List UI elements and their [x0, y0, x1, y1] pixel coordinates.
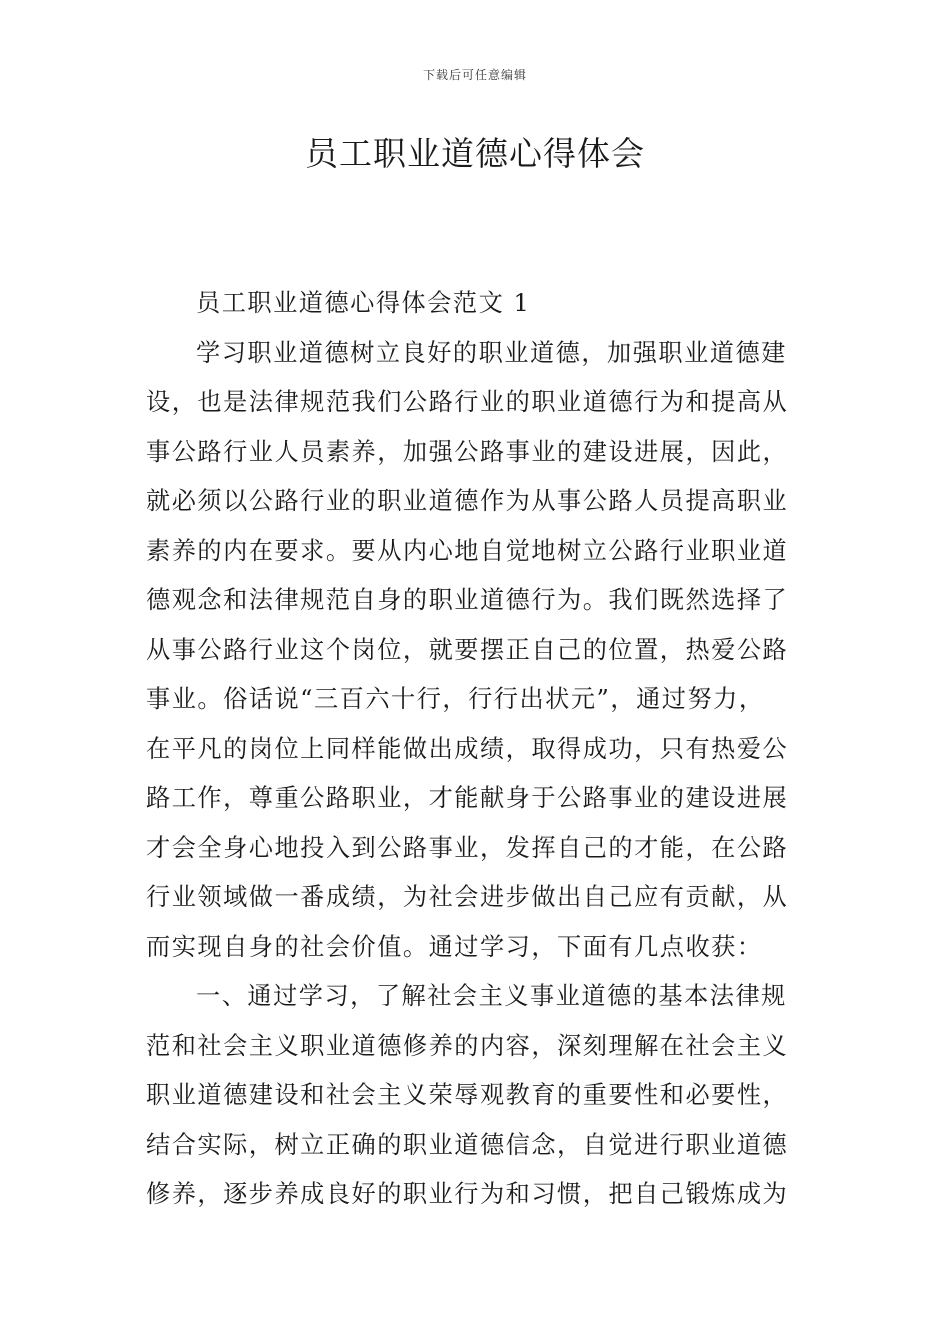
document-body [146, 279, 806, 1220]
paragraph-line: 行业领域做一番成绩，为社会进步做出自己应有贡献，从 [146, 883, 789, 911]
paragraph-line: 事公路行业人员素养，加强公路事业的建设进展，因此， [146, 437, 789, 466]
paragraph-line: 事业。俗话说“三百六十行，行行出状元”，通过努力， [146, 685, 765, 713]
paragraph-line: 素养的内在要求。要从内心地自觉地树立公路行业职业道 [146, 536, 789, 565]
paragraph-line: 结合实际，树立正确的职业道德信念，自觉进行职业道德 [146, 1130, 789, 1159]
document-title: 员工职业道德心得体会 [305, 134, 645, 173]
paragraph-line: 而实现自身的社会价值。通过学习，下面有几点收获： [146, 932, 763, 961]
paragraph-line: 路工作，尊重公路职业，才能献身于公路事业的建设进展 [146, 784, 789, 812]
paragraph-line: 范和社会主义职业道德修养的内容，深刻理解在社会主义 [146, 1031, 789, 1060]
paragraph-line: 才会全身心地投入到公路事业，发挥自己的才能，在公路 [146, 833, 789, 862]
paragraph-line: 学习职业道德树立良好的职业道德，加强职业道德建 [196, 338, 787, 367]
paragraph-line: 一、通过学习，了解社会主义事业道德的基本法律规 [196, 982, 787, 1010]
paragraph-line: 就必须以公路行业的职业道德作为从事公路人员提高职业 [146, 487, 789, 515]
paragraph-line: 在平凡的岗位上同样能做出成绩，取得成功，只有热爱公 [146, 734, 789, 763]
paragraph-line: 修养，逐步养成良好的职业行为和习惯，把自己锻炼成为 [146, 1180, 789, 1208]
paragraph-line: 职业道德建设和社会主义荣辱观教育的重要性和必要性， [146, 1081, 789, 1109]
paragraph-line: 德观念和法律规范自身的职业道德行为。我们既然选择了 [146, 586, 789, 614]
paragraph-line: 从事公路行业这个岗位，就要摆正自己的位置，热爱公路 [146, 635, 789, 664]
section-heading: 员工职业道德心得体会范文 1 [196, 289, 531, 317]
header-note: 下载后可任意编辑 [422, 68, 527, 82]
paragraph-line: 设，也是法律规范我们公路行业的职业道德行为和提高从 [146, 388, 789, 416]
